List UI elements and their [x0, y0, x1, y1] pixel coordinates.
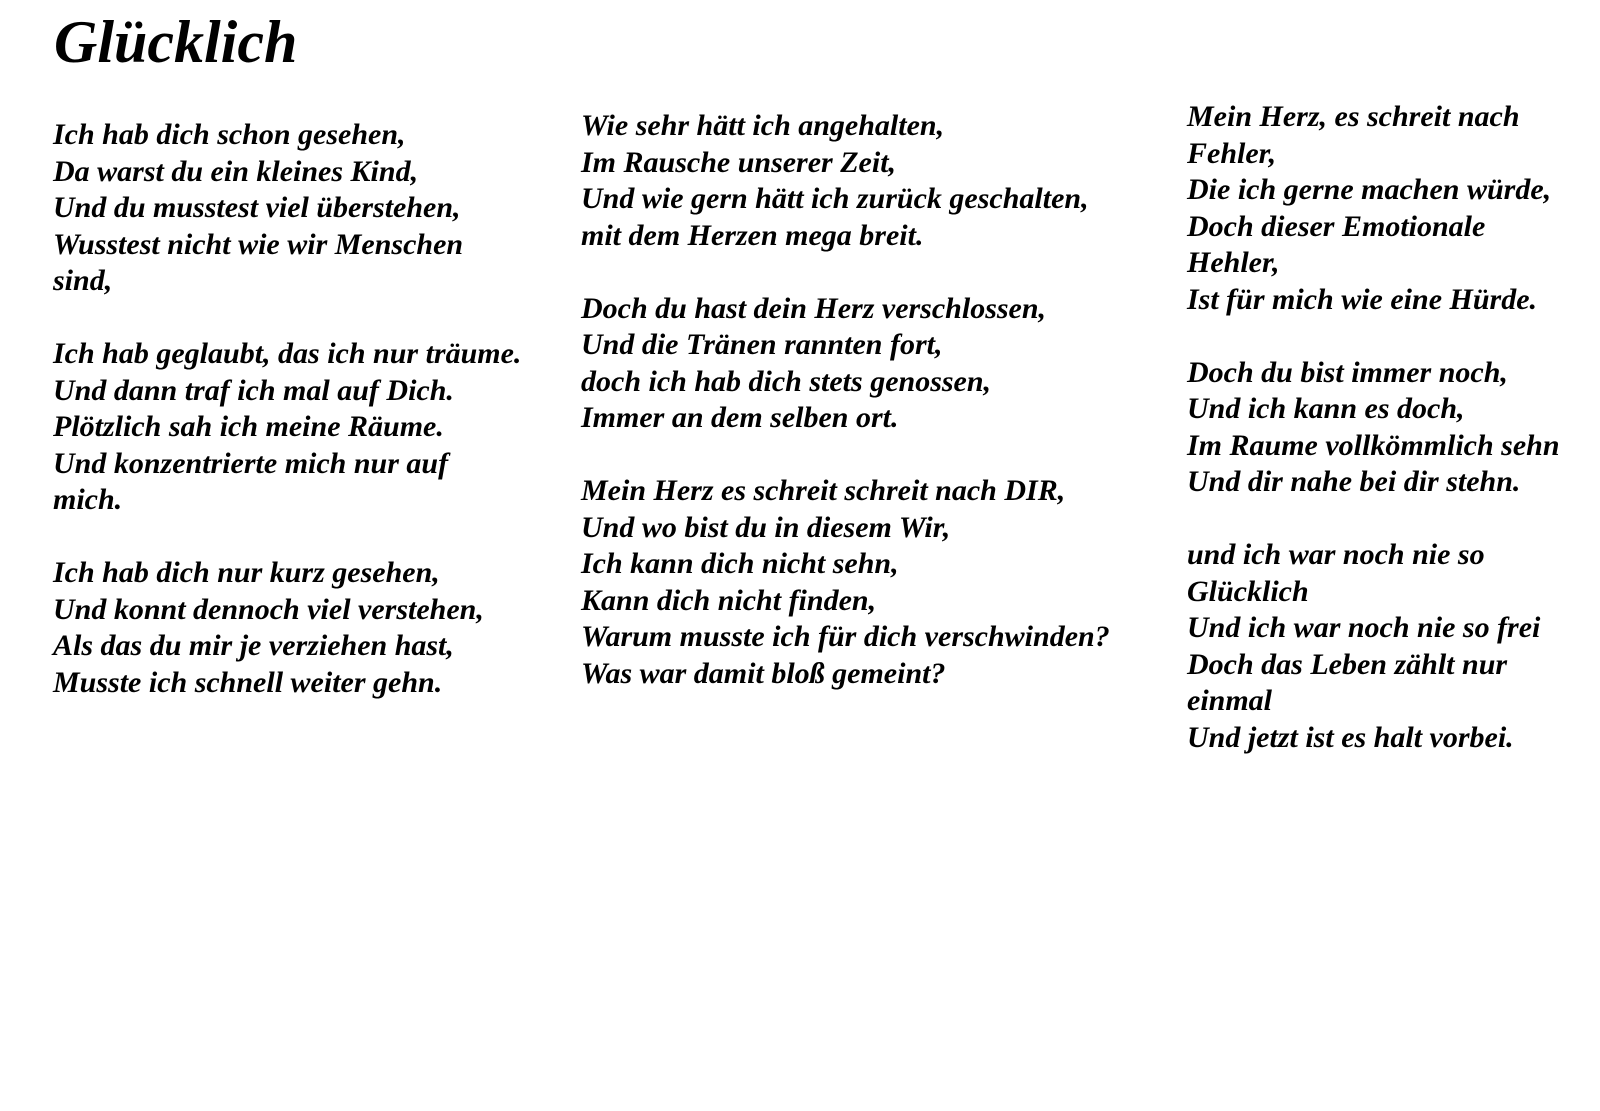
poem-line: Und die Tränen rannten fort,: [581, 328, 943, 361]
poem-line: Ich hab dich nur kurz gesehen,: [53, 556, 440, 589]
poem-line: Fehler,: [1187, 136, 1277, 170]
poem-line: Und konzentrierte mich nur auf: [53, 446, 449, 480]
poem-line: Die ich gerne machen würde,: [1187, 173, 1552, 206]
stanza: [53, 117, 563, 300]
poem-line: Wusstest nicht wie wir Menschen: [53, 227, 464, 261]
stanza: [1187, 99, 1597, 318]
poem-line: Wie sehr hätt ich angehalten,: [581, 109, 945, 142]
poem-line: und ich war noch nie so: [1187, 538, 1485, 571]
poem-line: Mein Herz, es schreit nach: [1187, 100, 1520, 133]
poem-line: Doch du hast dein Herz verschlossen,: [581, 291, 1047, 325]
poem-line: Doch du bist immer noch,: [1187, 355, 1508, 389]
poem-line: Mein Herz es schreit schreit nach DIR,: [581, 474, 1066, 507]
poem-line: Ich hab dich schon gesehen,: [53, 118, 406, 151]
poem-line: Doch dieser Emotionale: [1187, 209, 1486, 243]
poem-line: Und ich war noch nie so frei: [1187, 611, 1541, 644]
poem-line: mit dem Herzen mega breit.: [581, 218, 924, 252]
stanza: [53, 336, 563, 519]
poem-line: Doch das Leben zählt nur: [1187, 647, 1508, 681]
poem-line: Da warst du ein kleines Kind,: [53, 154, 419, 188]
stanza: [53, 555, 563, 701]
poem-column-2: [581, 108, 1181, 729]
stanza: [1187, 537, 1597, 756]
stanza: [1187, 355, 1597, 501]
stanza: [581, 473, 1181, 692]
poem-line: doch ich hab dich stets genossen,: [581, 364, 992, 398]
stanza: [581, 108, 1181, 254]
poem-line: sind,: [53, 264, 113, 297]
poem-column-1: [53, 117, 563, 738]
poem-line: Im Raume vollkömmlich sehn: [1187, 428, 1560, 462]
poem-line: Als das du mir je verziehen hast,: [53, 629, 454, 662]
poem-line: Und wo bist du in diesem Wir,: [581, 510, 951, 544]
poem-line: Und dann traf ich mal auf Dich.: [53, 373, 454, 407]
poem-title: Glücklich: [54, 9, 298, 75]
poem-line: Ist für mich wie eine Hürde.: [1187, 282, 1538, 316]
poem-line: Und du musstest viel überstehen,: [53, 191, 461, 224]
poem-line: einmal: [1187, 684, 1273, 717]
poem-line: Im Rausche unserer Zeit,: [581, 145, 897, 179]
poem-line: Plötzlich sah ich meine Räume.: [53, 410, 444, 443]
poem-line: mich.: [53, 483, 123, 516]
poem-line: Und konnt dennoch viel verstehen,: [53, 592, 484, 626]
poem-line: Immer an dem selben ort.: [581, 401, 899, 434]
poem-column-3: [1187, 99, 1597, 793]
poem-line: Und jetzt ist es halt vorbei.: [1187, 720, 1514, 754]
poem-line: Hehler,: [1187, 246, 1280, 279]
poem-line: Ich hab geglaubt, das ich nur träume.: [53, 337, 522, 370]
poem-line: Was war damit bloß gemeint?: [581, 656, 946, 690]
poem-line: Warum musste ich für dich verschwinden?: [581, 620, 1110, 653]
poem-line: Ich kann dich nicht sehn,: [581, 547, 899, 580]
poem-line: Kann dich nicht finden,: [581, 583, 877, 617]
stanza: [581, 291, 1181, 437]
poem-line: Und ich kann es doch,: [1187, 392, 1465, 425]
poem-line: Und wie gern hätt ich zurück geschalten,: [581, 182, 1089, 215]
poem-line: Glücklich: [1187, 574, 1309, 608]
poem-line: Musste ich schnell weiter gehn.: [53, 665, 443, 699]
poem-line: Und dir nahe bei dir stehn.: [1187, 465, 1521, 498]
